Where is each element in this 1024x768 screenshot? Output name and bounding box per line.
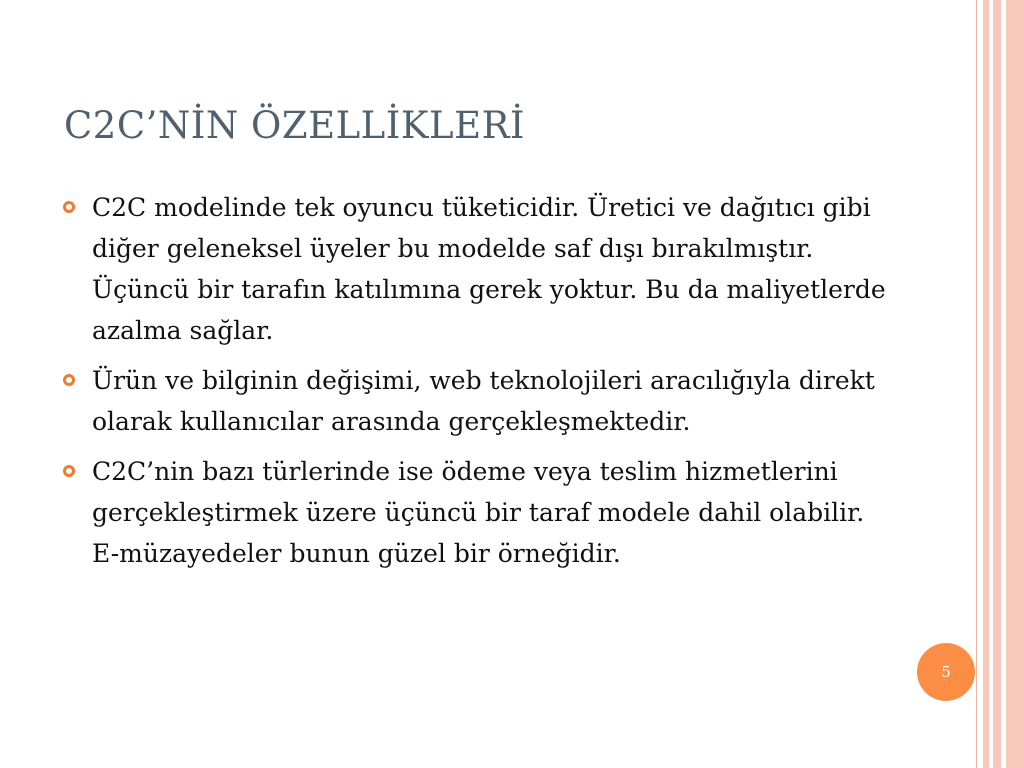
decorative-stripe [976,0,977,768]
decorative-stripe-gap [1001,0,1006,768]
bullet-circle-icon [63,374,75,386]
page-number-badge: 5 [917,643,975,701]
bullet-item [62,187,892,351]
bullet-circle-icon [63,201,75,213]
decorative-stripe [983,0,989,768]
bullet-circle-icon [63,465,75,477]
bullet-list [62,187,892,583]
bullet-item [62,360,892,442]
decorative-stripe [1006,0,1024,768]
bullet-item [62,451,892,574]
decorative-stripe [993,0,1001,768]
bullet-text: C2C modelinde tek oyuncu tüketicidir. Üretici ve dağıtıcı gibi diğer geleneksel üyeler bu modelde saf dışı bırakılmıştır. Üçüncü bir tarafın katılımına gerek yoktur. Bu da maliyetlerde azalma sağlar. [92,193,886,345]
bullet-text: C2C’nin bazı türlerinde ise ödeme veya teslim hizmetlerini gerçekleştirmek üzere üçüncü bir taraf modele dahil olabilir. E-müzayedeler bunun güzel bir örneğidir. [92,457,865,568]
bullet-text: Ürün ve bilginin değişimi, web teknolojileri aracılığıyla direkt olarak kullanıcılar arasında gerçekleşmektedir. [92,366,875,436]
slide-title: C2C’NİN ÖZELLİKLERİ [64,104,526,147]
